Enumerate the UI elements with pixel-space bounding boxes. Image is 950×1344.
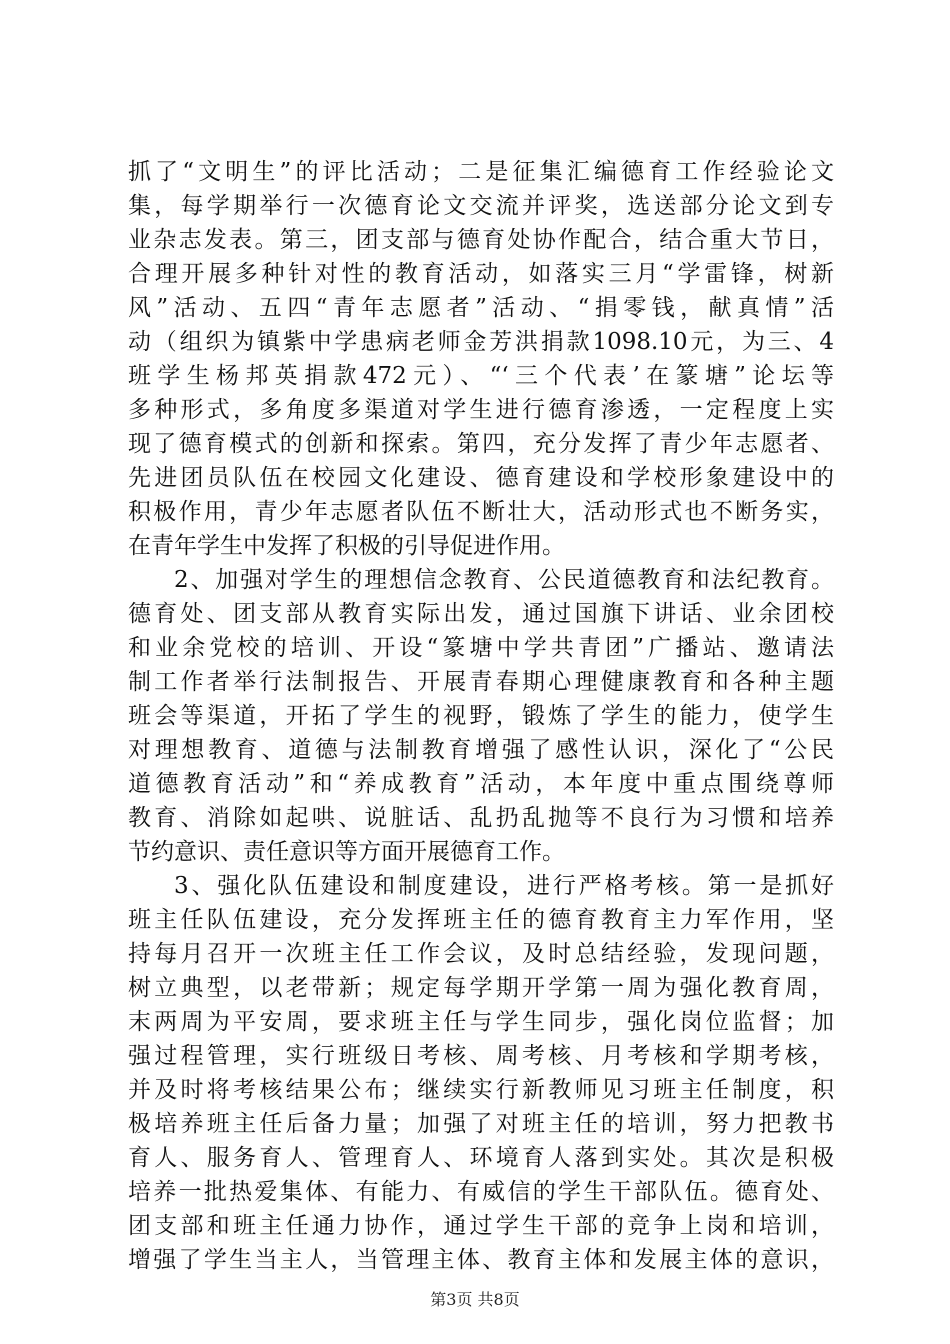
- text-line: 育人、服务育人、管理育人、环境育人落到实处。其次是积极: [128, 1145, 834, 1171]
- text-line: 班学生杨邦英捐款472元）、“‘三个代表’在篆塘”论坛等: [128, 363, 834, 389]
- text-line: 先进团员队伍在校园文化建设、德育建设和学校形象建设中的: [128, 465, 834, 491]
- text-line: 末两周为平安周，要求班主任与学生同步，强化岗位监督；加: [128, 1009, 834, 1035]
- text-line: 积极作用，青少年志愿者队伍不断壮大，活动形式也不断务实，: [128, 499, 834, 525]
- paragraph-start-line: 3、强化队伍建设和制度建设，进行严格考核。第一是抓好: [174, 873, 834, 899]
- text-line: 极培养班主任后备力量；加强了对班主任的培训，努力把教书: [128, 1111, 834, 1137]
- text-line: 增强了学生当主人，当管理主体、教育主体和发展主体的意识，: [128, 1247, 834, 1273]
- text-line: 班主任队伍建设，充分发挥班主任的德育教育主力军作用，坚: [128, 907, 834, 933]
- text-line: 集，每学期举行一次德育论文交流并评奖，选送部分论文到专: [128, 193, 834, 219]
- text-line: 强过程管理，实行班级日考核、周考核、月考核和学期考核，: [128, 1043, 834, 1069]
- text-line: 并及时将考核结果公布；继续实行新教师见习班主任制度，积: [128, 1077, 834, 1103]
- text-line: 团支部和班主任通力协作，通过学生干部的竞争上岗和培训，: [128, 1213, 834, 1239]
- text-line: 道德教育活动”和“养成教育”活动，本年度中重点围绕尊师: [128, 771, 834, 797]
- text-line: 德育处、团支部从教育实际出发，通过国旗下讲话、业余团校: [128, 601, 834, 627]
- text-line: 现了德育模式的创新和探索。第四，充分发挥了青少年志愿者、: [128, 431, 834, 457]
- text-line: 教育、消除如起哄、说脏话、乱扔乱抛等不良行为习惯和培养: [128, 805, 834, 831]
- document-body: [128, 155, 834, 1277]
- text-line: 班会等渠道，开拓了学生的视野，锻炼了学生的能力，使学生: [128, 703, 834, 729]
- text-line: 抓了“文明生”的评比活动；二是征集汇编德育工作经验论文: [128, 159, 834, 185]
- text-line: 合理开展多种针对性的教育活动，如落实三月“学雷锋，树新: [128, 261, 834, 287]
- text-line: 多种形式，多角度多渠道对学生进行德育渗透，一定程度上实: [128, 397, 834, 423]
- text-line: 对理想教育、道德与法制教育增强了感性认识，深化了“公民: [128, 737, 834, 763]
- text-line: 持每月召开一次班主任工作会议，及时总结经验，发现问题，: [128, 941, 834, 967]
- text-line: 节约意识、责任意识等方面开展德育工作。: [128, 839, 565, 865]
- text-line: 培养一批热爱集体、有能力、有威信的学生干部队伍。德育处、: [128, 1179, 834, 1205]
- text-line: 动（组织为镇紫中学患病老师金芳洪捐款1098.10元，为三、4: [128, 329, 834, 355]
- paragraph-start-line: 2、加强对学生的理想信念教育、公民道德教育和法纪教育。: [174, 567, 834, 593]
- text-line: 和业余党校的培训、开设“篆塘中学共青团”广播站、邀请法: [128, 635, 834, 661]
- text-line: 风”活动、五四“青年志愿者”活动、“捐零钱，献真情”活: [128, 295, 834, 321]
- text-line: 业杂志发表。第三，团支部与德育处协作配合，结合重大节日，: [128, 227, 834, 253]
- text-line: 制工作者举行法制报告、开展青春期心理健康教育和各种主题: [128, 669, 834, 695]
- text-line: 在青年学生中发挥了积极的引导促进作用。: [128, 533, 565, 559]
- page-number-footer: 第3页 共8页: [430, 1290, 520, 1309]
- text-line: 树立典型，以老带新；规定每学期开学第一周为强化教育周，: [128, 975, 834, 1001]
